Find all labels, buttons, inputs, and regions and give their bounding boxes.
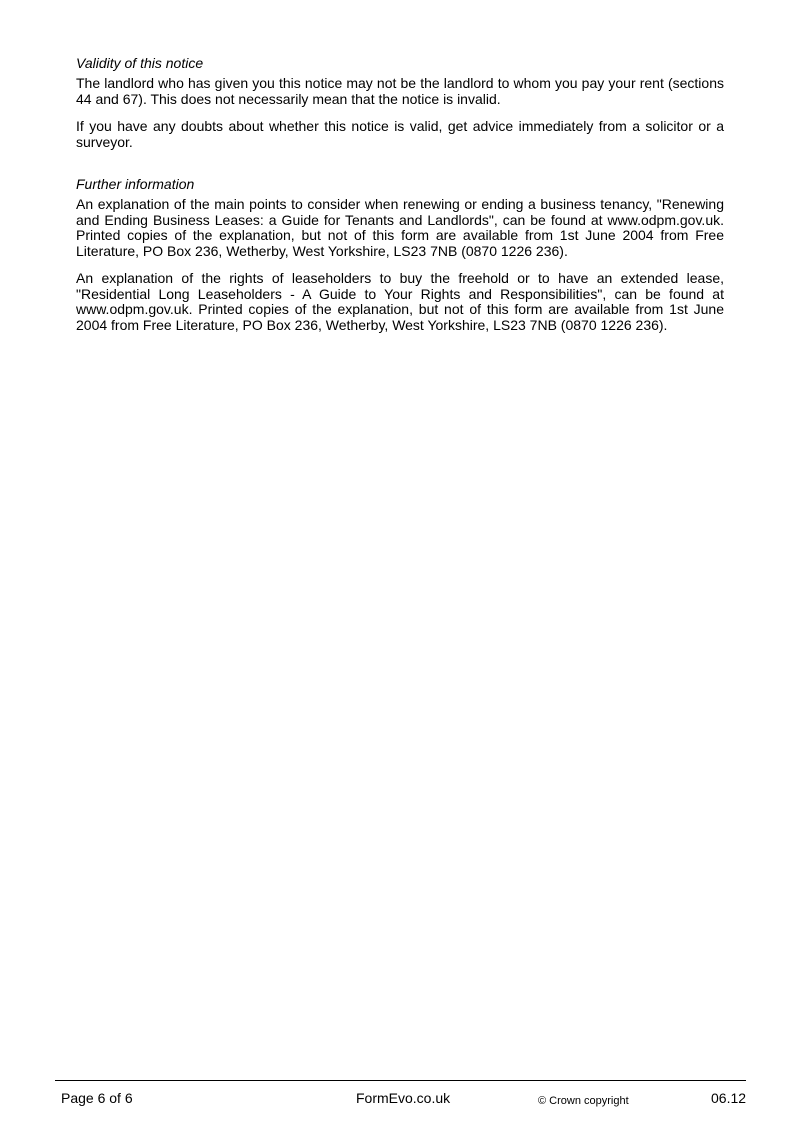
footer-site-link[interactable]: FormEvo.co.uk [356, 1090, 451, 1106]
section-validity [76, 55, 724, 150]
section-heading: Further information [76, 176, 195, 192]
footer-divider [55, 1080, 746, 1081]
section-further-information [76, 176, 724, 333]
footer-version: 06.12 [711, 1090, 747, 1106]
footer-page-number: Page 6 of 6 [61, 1090, 133, 1106]
paragraph: The landlord who has given you this notice may not be the landlord to whom you pay your rent (sections 44 and 67). This does not necessarily mean that the notice is invalid. [76, 75, 724, 107]
section-heading: Validity of this notice [76, 55, 204, 71]
footer-copyright: © Crown copyright [538, 1095, 629, 1107]
document-body [76, 55, 724, 359]
paragraph: An explanation of the main points to consider when renewing or ending a business tenancy, "Renewing and Ending Business Leases: a Guide for Tenants and Landlords", can be found at www.odpm.gov.uk. Printed copies of the explanation, but not of this form are available from 1st June 2004 from Free Literature, PO Box 236, Wetherby, West Yorkshire, LS23 7NB (0870 1226 236). [76, 196, 724, 259]
paragraph: An explanation of the rights of leaseholders to buy the freehold or to have an extended lease, "Residential Long Leaseholders - A Guide to Your Rights and Responsibilities", can be found at www.odpm.gov.uk. Printed copies of the explanation, but not of this form are available from 1st June 2004 from Free Literature, PO Box 236, Wetherby, West Yorkshire, LS23 7NB (0870 1226 236). [76, 270, 724, 333]
paragraph: If you have any doubts about whether this notice is valid, get advice immediately from a solicitor or a surveyor. [76, 118, 724, 150]
